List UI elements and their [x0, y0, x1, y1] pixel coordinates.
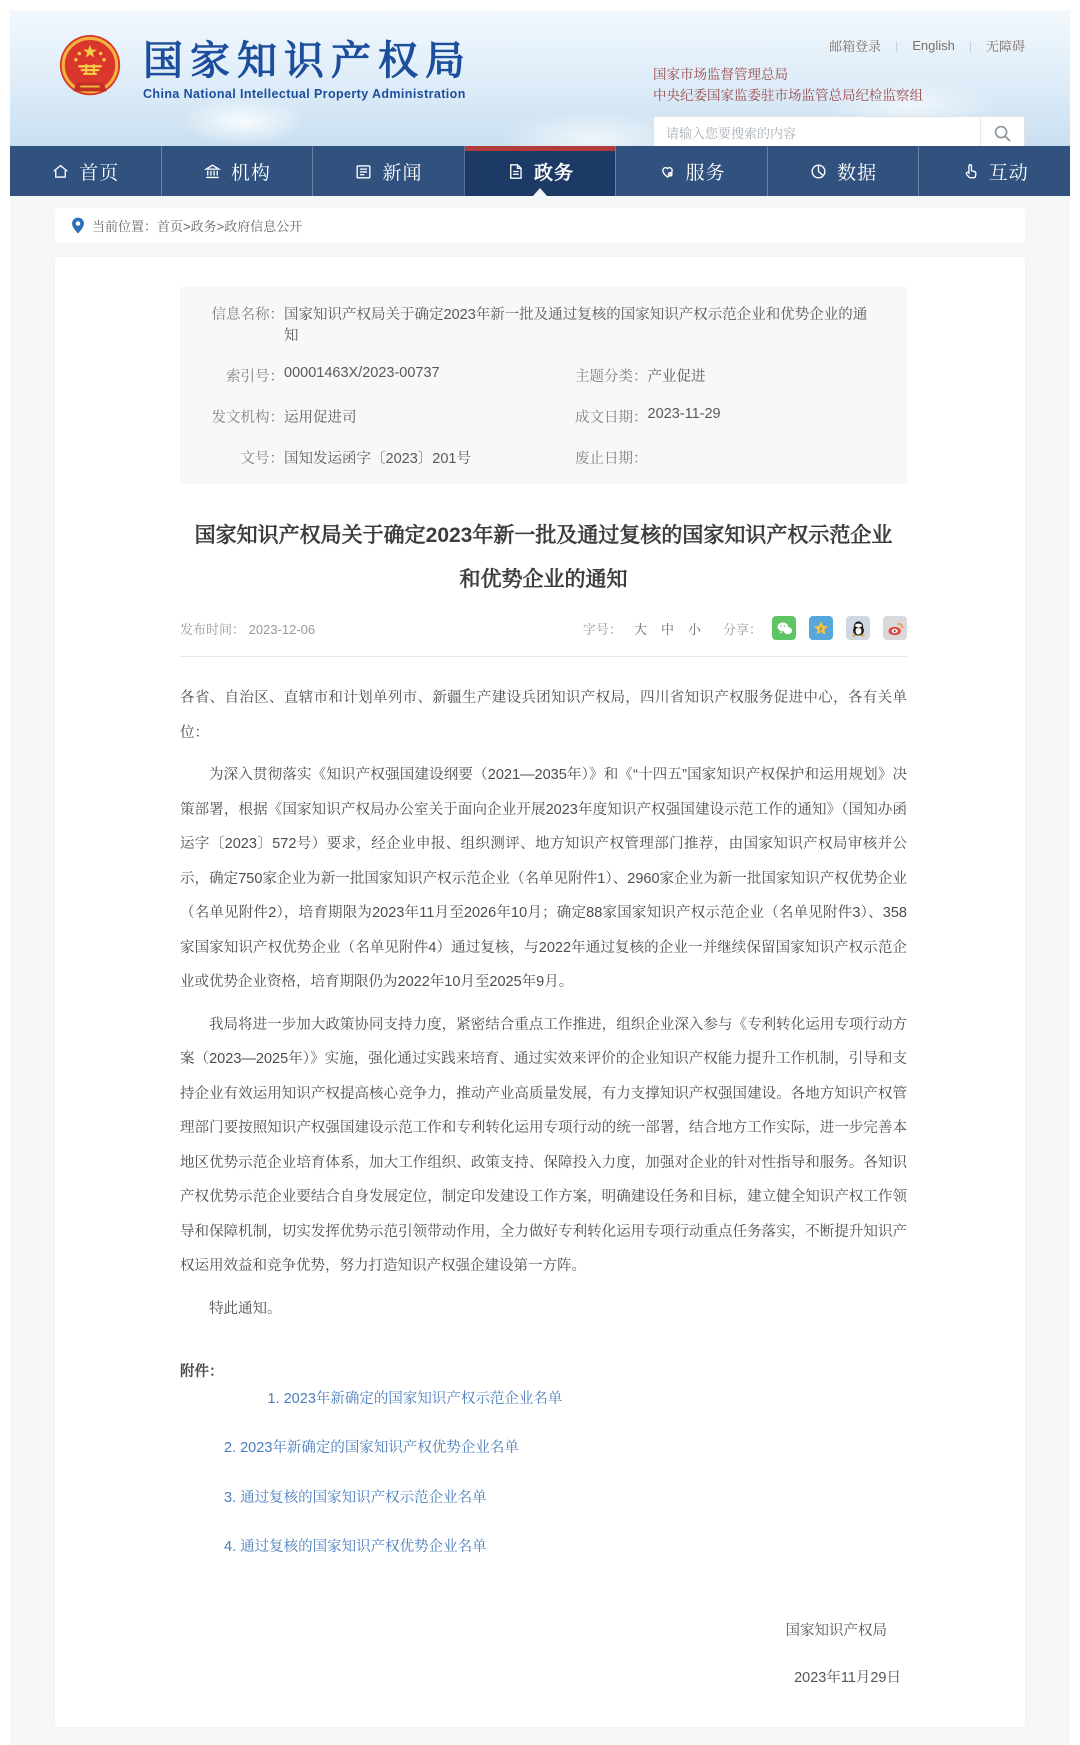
info-cell-name	[180, 303, 907, 345]
qzone-star-icon	[813, 620, 829, 636]
share-weibo-button[interactable]	[883, 616, 907, 640]
info-topic-value: 产业促进	[647, 369, 706, 385]
info-docno-label: 文号：	[240, 451, 284, 467]
nav-tab-institutions[interactable]	[161, 146, 313, 196]
meta-tools	[583, 616, 907, 640]
brand-text	[143, 39, 472, 101]
pie-chart-icon	[809, 162, 828, 181]
nav-tab-label: 互动	[988, 162, 1029, 184]
fontsize-label: 字号：	[582, 621, 622, 637]
paragraph-requirements: 我局将进一步加大政策协同支持力度，紧密结合重点工作推进，组织企业深入参与《专利转化运用专项行动方案（2023—2025年）》实施，强化通过实践来培育、通过实效来评价的企业知识产权能力提升工作机制，引导和支持企业有效运用知识产权提高核心竞争力，推动产业高质量发展，有力支撑知识产权强国建设。各地方知识产权管理部门要按照知识产权强国建设示范工作和专利转化运用专项行动的统一部署，结合地方工作实际，进一步完善本地区优势示范企业培育体系，加大工作组织、政策支持、保障投入力度，加强对企业的针对性指导和服务。各知识产权优势示范企业要结合自身发展定位，制定印发建设工作方案，明确建设任务和目标，建立健全知识产权工作领导和保障机制，切实发挥优势示范引领带动作用，全力做好专利转化运用专项行动重点任务落实，不断提升知识产权运用效益和竞争优势，努力打造知识产权强企建设第一方阵。	[180, 1016, 907, 1275]
info-written-date-label: 成文日期：	[575, 410, 648, 426]
link-separator: |	[968, 38, 972, 53]
attachment-link-1[interactable]: 1. 2023年新确定的国家知识产权示范企业名单	[267, 1391, 563, 1408]
nav-tab-data[interactable]	[767, 146, 919, 196]
article-title-line1: 国家知识产权局关于确定2023年新一批及通过复核的国家知识产权示范企业	[194, 524, 893, 547]
info-cell-docno	[180, 447, 544, 468]
info-docno-value: 国知发运函字〔2023〕201号	[284, 451, 471, 467]
bank-icon	[203, 162, 222, 181]
main-nav	[10, 146, 1070, 196]
info-topic-label: 主题分类：	[575, 369, 648, 385]
svg-text:z: z	[819, 626, 823, 633]
nav-tab-services[interactable]	[615, 146, 767, 196]
attachment-row-2	[180, 1438, 907, 1458]
info-agency-label: 发文机构：	[211, 410, 284, 426]
nav-tab-label: 新闻	[382, 162, 423, 184]
active-tab-accent	[465, 146, 616, 151]
attachment-row-3	[180, 1488, 907, 1508]
paragraph-closing: 特此通知。	[209, 1300, 282, 1317]
article-title-line2: 和优势企业的通知	[459, 568, 628, 592]
breadcrumb	[55, 208, 1025, 243]
info-written-date-value: 2023-11-29	[647, 406, 721, 422]
active-tab-arrow	[533, 188, 547, 196]
publish-time	[180, 619, 583, 638]
weibo-icon	[887, 621, 904, 636]
publish-time-value: 2023-12-06	[248, 621, 316, 637]
content-divider	[180, 656, 907, 657]
info-row-agency	[180, 396, 907, 437]
article-body	[180, 681, 907, 1326]
fontsize-large-button[interactable]: 大	[633, 621, 647, 637]
info-row-index	[180, 355, 907, 396]
document-info-table	[180, 287, 907, 484]
site-header	[10, 10, 1070, 146]
nav-tab-news[interactable]	[312, 146, 464, 196]
info-row-docno	[180, 437, 907, 478]
info-index-value: 00001463X/2023-00737	[284, 365, 440, 381]
search-bar	[653, 116, 1025, 146]
attachment-link-3[interactable]: 3. 通过复核的国家知识产权示范企业名单	[224, 1489, 487, 1506]
info-cell-agency	[180, 406, 544, 427]
attachment-link-4[interactable]: 4. 通过复核的国家知识产权优势企业名单	[224, 1539, 487, 1556]
breadcrumb-label: 当前位置：	[92, 219, 158, 234]
signature-block	[180, 1619, 907, 1687]
nav-tab-label: 服务	[685, 162, 726, 184]
info-repeal-value	[648, 447, 656, 468]
share-wechat-button[interactable]	[772, 616, 796, 640]
attachments-section	[180, 1360, 907, 1557]
nav-tab-label: 首页	[79, 162, 120, 184]
attachments-label: 附件：	[180, 1364, 224, 1381]
fontsize-small-button[interactable]: 小	[687, 621, 701, 637]
location-pin-icon	[71, 217, 85, 234]
page-body	[10, 196, 1070, 1745]
hand-pointer-icon	[961, 162, 980, 181]
info-agency-value: 运用促进司	[284, 410, 357, 426]
breadcrumb-path[interactable]: 首页>政务>政府信息公开	[157, 219, 303, 234]
attachment-row-4	[180, 1537, 907, 1557]
info-row-name	[180, 293, 907, 355]
site-subtitle: China National Intellectual Property Administration	[143, 87, 466, 101]
search-input[interactable]	[654, 117, 980, 146]
org-line-2: 中央纪委国家监委驻市场监管总局纪检监察组	[653, 87, 923, 103]
publish-time-label: 发布时间：	[180, 621, 246, 637]
national-emblem-icon	[55, 32, 125, 108]
share-icons	[772, 616, 907, 640]
signature-date: 2023年11月29日	[794, 1670, 901, 1687]
attachment-row-1	[180, 1360, 907, 1409]
supervising-org-lines	[653, 65, 1025, 107]
nav-tab-government-affairs[interactable]	[464, 146, 616, 196]
nav-tab-label: 政务	[534, 162, 575, 184]
info-cell-topic	[544, 365, 908, 386]
article-content	[180, 287, 907, 1687]
info-name-label: 信息名称：	[211, 307, 284, 323]
link-separator: |	[895, 38, 899, 53]
article-title	[180, 514, 907, 602]
share-label: 分享：	[722, 621, 762, 637]
attachment-link-2[interactable]: 2. 2023年新确定的国家知识产权优势企业名单	[224, 1440, 519, 1457]
org-line-1: 国家市场监督管理总局	[653, 67, 788, 82]
qq-penguin-icon	[851, 620, 866, 637]
search-icon	[993, 124, 1012, 143]
nav-tab-label: 数据	[837, 162, 878, 184]
nav-tab-label: 机构	[230, 162, 271, 184]
news-icon	[354, 162, 373, 181]
english-link[interactable]: English	[912, 38, 955, 53]
info-cell-index	[180, 365, 544, 386]
top-utility-links	[653, 36, 1025, 55]
site-title: 国家知识产权局	[143, 39, 472, 83]
article-card	[55, 257, 1025, 1727]
info-cell-written-date	[544, 406, 908, 427]
article-meta-row	[180, 616, 907, 640]
wechat-icon	[776, 621, 793, 636]
document-icon	[506, 162, 525, 181]
paragraph-decision: 为深入贯彻落实《知识产权强国建设纲要（2021—2035年）》和《“十四五”国家知识产权保护和运用规划》决策部署，根据《国家知识产权局办公室关于面向企业开展2023年度知识产权强国建设示范工作的通知》（国知办函运字〔2023〕572号）要求，经企业申报、组织测评、地方知识产权管理部门推荐，由国家知识产权局审核并公示，确定750家企业为新一批国家知识产权示范企业（名单见附件1）、2960家企业为新一批国家知识产权优势企业（名单见附件2），培育期限为2023年11月至2026年10月；确定88家国家知识产权示范企业（名单见附件3）、358家国家知识产权优势企业（名单见附件4）通过复核，与2022年通过复核的企业一并继续保留国家知识产权示范企业或优势企业资格，培育期限仍为2022年10月至2025年9月。	[180, 767, 907, 991]
info-index-label: 索引号：	[226, 369, 284, 385]
mail-login-link[interactable]: 邮箱登录	[829, 39, 882, 54]
info-name-value: 国家知识产权局关于确定2023年新一批及通过复核的国家知识产权示范企业和优势企业的通知	[284, 307, 868, 344]
info-cell-repeal	[544, 447, 908, 468]
share-qzone-button[interactable]	[809, 616, 833, 640]
header-right	[653, 36, 1025, 146]
search-button[interactable]	[980, 117, 1024, 146]
home-icon	[51, 162, 70, 181]
paragraph-addressees: 各省、自治区、直辖市和计划单列市、新疆生产建设兵团知识产权局，四川省知识产权服务促进中心，各有关单位：	[180, 690, 907, 741]
accessibility-link[interactable]: 无障碍	[985, 39, 1025, 54]
nav-tab-home[interactable]	[10, 146, 161, 196]
fontsize-medium-button[interactable]: 中	[660, 621, 674, 637]
heart-service-icon	[658, 162, 677, 181]
info-repeal-label: 废止日期：	[575, 451, 648, 467]
signature-org: 国家知识产权局	[785, 1623, 887, 1640]
nav-tab-interaction[interactable]	[918, 146, 1070, 196]
share-qq-button[interactable]	[846, 616, 870, 640]
site-brand[interactable]	[55, 32, 472, 108]
